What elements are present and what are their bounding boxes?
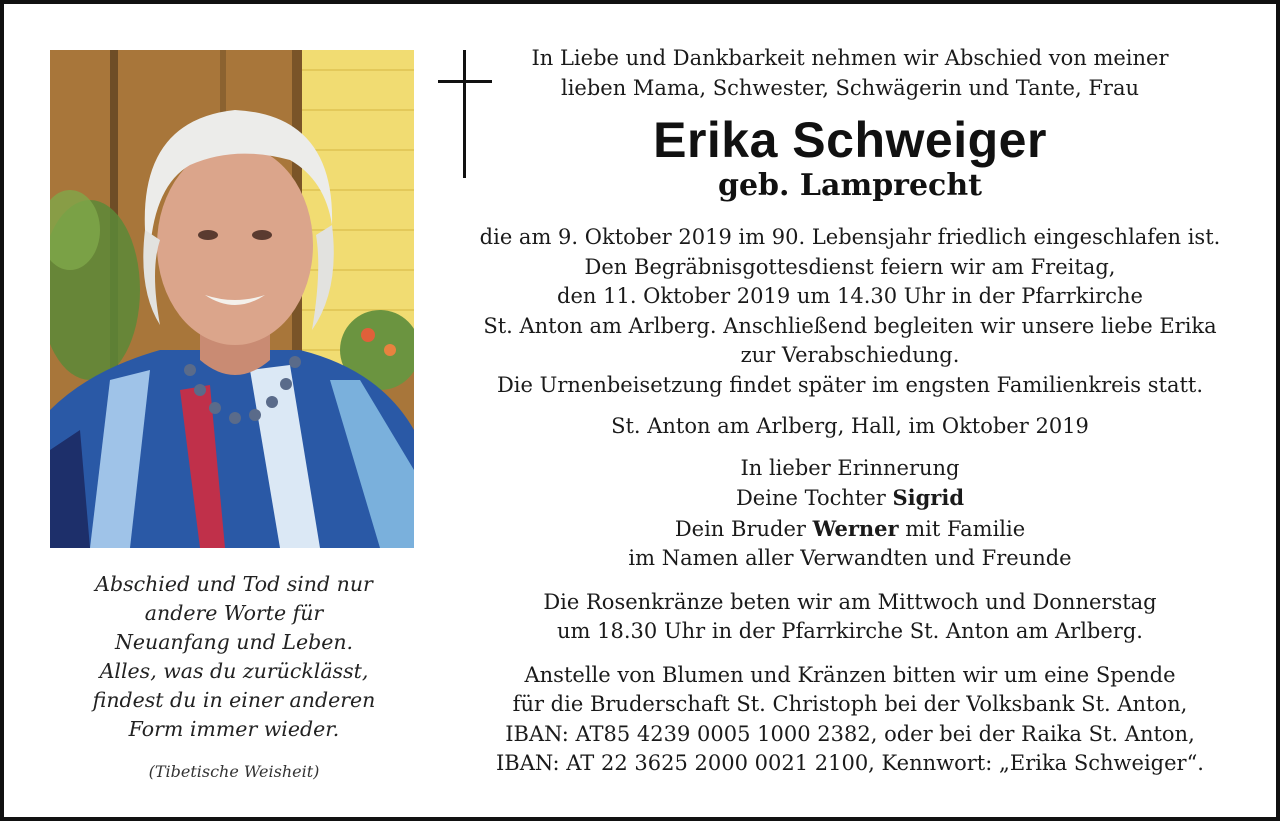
intro-line: In Liebe und Dankbarkeit nehmen wir Abschied von meiner — [531, 46, 1169, 70]
deceased-name: Erika Schweiger — [653, 112, 1047, 168]
rosary-line: Die Rosenkränze beten wir am Mittwoch und Donnerstag — [543, 589, 1157, 614]
announcement-line: St. Anton am Arlberg. Anschließend begleiten wir unsere liebe Erika — [483, 313, 1217, 338]
mourner-brother: Dein Bruder Werner mit Familie — [674, 515, 1026, 541]
portrait-photo — [50, 50, 414, 548]
birth-name: geb. Lamprecht — [717, 168, 982, 203]
mourner-daughter: Deine Tochter Sigrid — [735, 485, 965, 510]
donation-line: IBAN: AT85 4239 0005 1000 2382, oder bei der Raika St. Anton, — [505, 721, 1195, 746]
quote-line: Alles, was du zurücklässt, — [99, 659, 369, 683]
donation-line: IBAN: AT 22 3625 2000 0021 2100, Kennwort: „Erika Schweiger“. — [496, 751, 1204, 775]
rosary-line: um 18.30 Uhr in der Pfarrkirche St. Anton am Arlberg. — [557, 619, 1143, 643]
place-date: St. Anton am Arlberg, Hall, im Oktober 2019 — [611, 414, 1089, 438]
donation-line: für die Bruderschaft St. Christoph bei der Volksbank St. Anton, — [512, 692, 1188, 716]
quote-line: Neuanfang und Leben. — [114, 630, 354, 654]
quote — [44, 570, 424, 744]
announcement-line: den 11. Oktober 2019 um 14.30 Uhr in der Pfarrkirche — [557, 284, 1143, 308]
quote-line: Form immer wieder. — [128, 717, 340, 741]
quote-line: Abschied und Tod sind nur — [95, 572, 373, 596]
announcement-line: die am 9. Oktober 2019 im 90. Lebensjahr friedlich eingeschlafen ist. — [479, 225, 1221, 249]
intro-line: lieben Mama, Schwester, Schwägerin und Tante, Frau — [561, 75, 1139, 100]
mourners-relatives: im Namen aller Verwandten und Freunde — [628, 546, 1072, 570]
donation-line: Anstelle von Blumen und Kränzen bitten wir um eine Spende — [524, 662, 1176, 687]
announcement-line: Den Begräbnisgottesdienst feiern wir am Freitag, — [584, 254, 1116, 279]
obituary-text — [456, 44, 1244, 779]
announcement-line: zur Verabschiedung. — [740, 343, 960, 367]
quote-line: findest du in einer anderen — [92, 688, 376, 712]
quote-line: andere Worte für — [144, 601, 324, 625]
mourners-intro: In lieber Erinnerung — [740, 455, 960, 480]
quote-source: (Tibetische Weisheit) — [148, 762, 320, 781]
announcement-line: Die Urnenbeisetzung findet später im engsten Familienkreis statt. — [496, 372, 1204, 397]
